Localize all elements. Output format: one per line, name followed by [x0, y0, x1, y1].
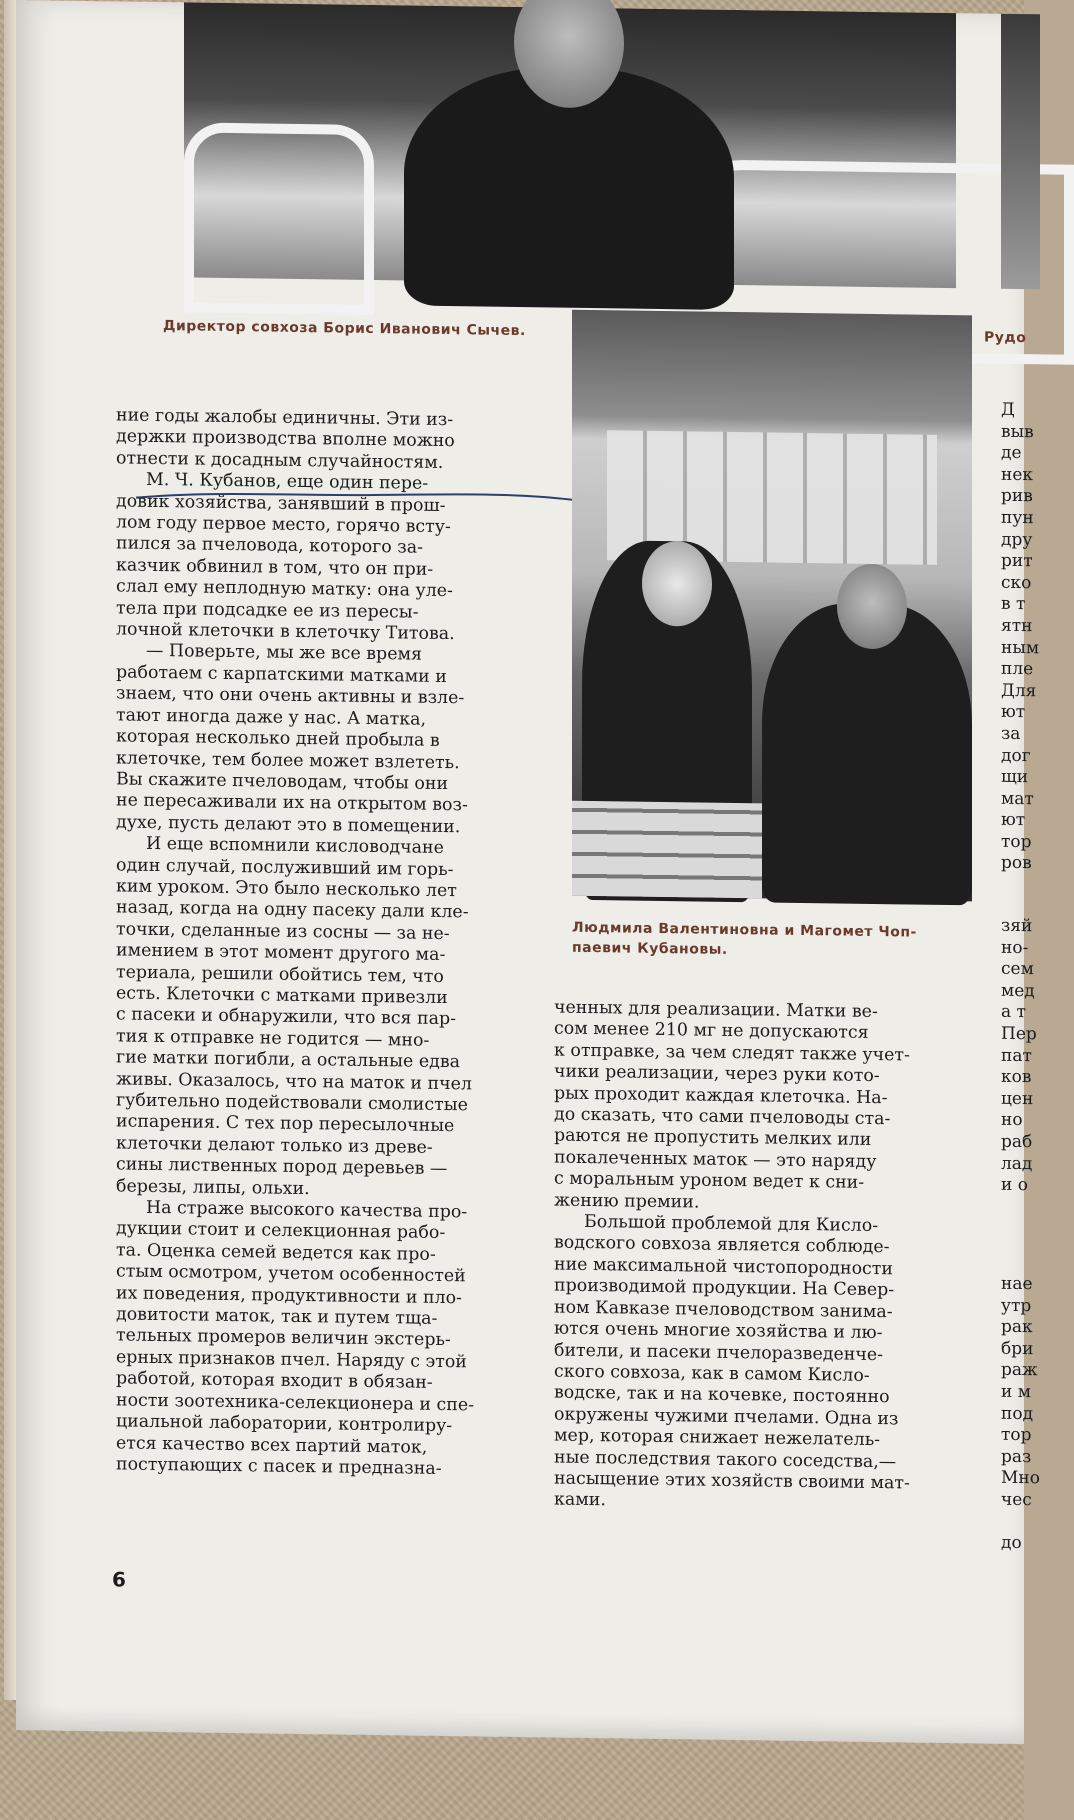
- text-line: чики реализации, через руки кото-: [554, 1061, 880, 1087]
- fragment-line: нае: [1001, 1273, 1033, 1295]
- text-line: казчик обвинил в том, что он при-: [116, 555, 434, 580]
- text-line: ные последствия такого соседства,—: [554, 1447, 897, 1472]
- text-line: имением в этот момент другого ма-: [116, 940, 446, 966]
- text-line: держки производства вполне можно: [116, 426, 455, 452]
- fragment-line: пат: [1001, 1045, 1032, 1066]
- text-line: Большой проблемой для Кисло-: [584, 1211, 879, 1237]
- text-line: отнести к досадным случайностям.: [116, 448, 444, 473]
- fragment-line: но: [1001, 1110, 1023, 1131]
- fragment-line: ным: [1001, 637, 1040, 658]
- text-line: поступающих с пасек и предназна-: [116, 1454, 442, 1479]
- text-line: сины лиственных пород деревьев —: [116, 1154, 448, 1180]
- fragment-line: раб: [1001, 1131, 1033, 1153]
- director-caption: Директор совхоза Борис Иванович Сычев.: [163, 318, 526, 340]
- fragment-line: выв: [1001, 421, 1034, 442]
- text-line: насыщение этих хозяйств своими мат-: [554, 1468, 910, 1494]
- fragment-line: тор: [1001, 831, 1032, 853]
- fragment-line: под: [1001, 1403, 1034, 1424]
- text-line: окружены чужими пчелами. Одна из: [554, 1404, 899, 1430]
- text-line: тия к отправке не годится — мно-: [116, 1026, 430, 1051]
- fragment-line: [1001, 1511, 1061, 1533]
- adjacent-caption: Рудо: [984, 329, 1027, 347]
- fragment-line: и о: [1001, 1174, 1028, 1196]
- couple-photo: [572, 310, 972, 902]
- fragment-line: рит: [1001, 550, 1033, 572]
- right-column-fragment: [1001, 916, 1061, 1198]
- fragment-line: цен: [1001, 1088, 1034, 1109]
- text-line: к отправке, за чем следят также учет-: [554, 1040, 910, 1066]
- fragment-line: пун: [1001, 507, 1034, 529]
- fragment-line: пле: [1001, 658, 1034, 680]
- fragment-line: ятн: [1001, 615, 1033, 637]
- text-line: не пересаживали их на открытом воз-: [116, 790, 468, 816]
- text-line: териала, решили обойтись тем, что: [116, 961, 444, 987]
- text-line: мер, которая снижает нежелатель-: [554, 1425, 881, 1451]
- text-line: ние годы жалобы единичны. Эти из-: [116, 405, 454, 431]
- couple-caption-line: Людмила Валентиновна и Магомет Чоп-: [572, 919, 917, 941]
- page-number: 6: [112, 1567, 126, 1592]
- text-line: ченных для реализации. Матки ве-: [554, 997, 878, 1023]
- fragment-line: но-: [1001, 937, 1029, 958]
- fragment-line: бри: [1001, 1338, 1034, 1359]
- fragment-line: ков: [1001, 1066, 1032, 1088]
- fragment-line: Мно: [1001, 1468, 1040, 1489]
- fragment-line: ров: [1001, 853, 1032, 874]
- text-line: знаем, что они очень активны и взле-: [116, 683, 465, 709]
- text-line: ким уроком. Это было несколько лет: [116, 876, 457, 902]
- text-line: И еще вспомнили кисловодчане: [146, 833, 444, 859]
- woman-head: [642, 541, 712, 627]
- fragment-line: раз: [1001, 1446, 1032, 1467]
- text-line: производимой продукции. На Север-: [554, 1275, 895, 1301]
- fragment-line: ют: [1001, 810, 1026, 831]
- text-line: которая несколько дней пробыла в: [116, 726, 440, 752]
- text-line: работаем с карпатскими матками и: [116, 662, 447, 687]
- fragment-line: до: [1001, 1532, 1022, 1554]
- text-line: назад, когда на одну пасеку дали кле-: [116, 897, 469, 923]
- text-line: тела при подсадке ее из пересы-: [116, 598, 419, 623]
- text-line: клеточке, тем более может взлететь.: [116, 747, 460, 773]
- fragment-line: рак: [1001, 1316, 1033, 1338]
- fragment-line: щи: [1001, 766, 1029, 788]
- fragment-line: мед: [1001, 980, 1035, 1002]
- text-line: березы, липы, ольхи.: [116, 1176, 310, 1199]
- text-line: Вы скажите пчеловодам, чтобы они: [116, 769, 449, 794]
- text-line: На страже высокого качества про-: [146, 1197, 468, 1223]
- fragment-line: ют: [1001, 702, 1026, 723]
- hive-crate: [572, 801, 762, 899]
- fragment-line: рив: [1001, 486, 1033, 507]
- fragment-line: ско: [1001, 572, 1032, 593]
- text-line: тельных промеров величин экстерь-: [116, 1325, 451, 1351]
- fragment-line: зяй: [1001, 915, 1033, 937]
- car-window-left: [184, 122, 374, 315]
- fragment-line: раж: [1001, 1360, 1038, 1381]
- text-line: жению премии.: [554, 1190, 700, 1213]
- text-line: ется качество всех партий маток,: [116, 1432, 428, 1458]
- fragment-line: лад: [1001, 1153, 1033, 1174]
- text-line: довитости маток, так и путем тща-: [116, 1304, 438, 1329]
- couple-caption: [572, 918, 972, 964]
- text-line: лом году первое место, горячо всту-: [116, 512, 451, 538]
- text-line: ерных признаков пчел. Наряду с этой: [116, 1347, 467, 1373]
- fragment-line: де: [1001, 442, 1022, 464]
- fragment-line: сем: [1001, 958, 1034, 980]
- text-line: ном Кавказе пчеловодством занима-: [554, 1297, 893, 1322]
- director-photo: [184, 2, 956, 288]
- text-line: духе, пусть делают это в помещении.: [116, 812, 461, 837]
- text-line: до сказать, что сами пчеловоды ста-: [554, 1104, 891, 1130]
- text-line: дукции стоит и селекционная рабо-: [116, 1218, 446, 1244]
- text-line: довик хозяйства, занявший в прош-: [116, 491, 446, 516]
- fragment-line: тор: [1001, 1424, 1032, 1446]
- text-line: сом менее 210 мг не допускаются: [554, 1018, 869, 1044]
- right-column-fragment: [1001, 400, 1061, 876]
- text-line: покалеченных маток — это наряду: [554, 1147, 877, 1172]
- magazine-page: [16, 0, 1040, 1744]
- fragment-line: утр: [1001, 1295, 1032, 1316]
- text-line: та. Оценка семей ведется как про-: [116, 1240, 436, 1265]
- text-line: ками.: [554, 1489, 606, 1511]
- fragment-line: дру: [1001, 529, 1033, 550]
- text-line: циальной лаборатории, контролиру-: [116, 1411, 453, 1437]
- middle-text-column: [554, 998, 976, 1518]
- text-line: водского совхоза является соблюде-: [554, 1232, 890, 1258]
- text-line: гие матки погибли, а остальные едва: [116, 1047, 460, 1073]
- text-line: с моральным уроном ведет к сни-: [554, 1168, 865, 1194]
- right-column-fragment: [1001, 1274, 1061, 1556]
- text-line: рых проходит каждая клеточка. На-: [554, 1083, 888, 1108]
- fragment-line: Д: [1001, 399, 1015, 420]
- text-line: клеточки делают только из древе-: [116, 1133, 433, 1158]
- text-line: с пасеки и обнаружили, что вся пар-: [116, 1004, 457, 1030]
- text-line: раются не пропустить мелких или: [554, 1125, 872, 1151]
- fragment-line: в т: [1001, 594, 1026, 615]
- fragment-line: а т: [1001, 1002, 1026, 1023]
- text-line: М. Ч. Кубанов, еще один пере-: [146, 470, 429, 494]
- text-line: работой, которая входит в обязан-: [116, 1368, 433, 1394]
- fragment-line: нек: [1001, 464, 1034, 485]
- text-line: слал ему неплодную матку: она уле-: [116, 576, 453, 602]
- couple-caption-line: паевич Кубановы.: [572, 939, 728, 958]
- text-line: пился за пчеловода, которого за-: [116, 533, 424, 559]
- text-line: губительно подействовали смолистые: [116, 1090, 468, 1116]
- left-text-column: [116, 405, 528, 1481]
- text-line: стым осмотром, учетом особенностей: [116, 1261, 466, 1287]
- adjacent-photo: [1001, 14, 1040, 290]
- text-line: тают иногда даже у нас. А матка,: [116, 705, 427, 730]
- text-line: испарения. С тех пор пересылочные: [116, 1111, 455, 1137]
- text-line: водске, так и на кочевке, постоянно: [554, 1382, 890, 1408]
- text-line: — Поверьте, мы же все время: [146, 641, 422, 666]
- fragment-line: и м: [1001, 1381, 1031, 1403]
- fragment-line: чес: [1001, 1489, 1032, 1511]
- man-head: [837, 563, 907, 649]
- text-line: ются очень многие хозяйства и лю-: [554, 1318, 883, 1344]
- text-line: ского совхоза, как в самом Кисло-: [554, 1361, 870, 1386]
- fragment-line: за: [1001, 723, 1021, 744]
- text-line: живы. Оказалось, что на маток и пчел: [116, 1068, 472, 1094]
- text-line: лочной клеточки в клеточку Титова.: [116, 619, 455, 645]
- text-line: их поведения, продуктивности и пло-: [116, 1283, 462, 1308]
- text-line: бители, и пасеки пчелоразведенче-: [554, 1340, 883, 1365]
- fragment-line: мат: [1001, 788, 1034, 809]
- text-line: ние максимальной чистопородности: [554, 1254, 893, 1280]
- fragment-line: Для: [1001, 680, 1037, 701]
- text-line: ности зоотехника-селекционера и спе-: [116, 1390, 474, 1416]
- text-line: один случай, послуживший им горь-: [116, 854, 454, 880]
- fragment-line: дог: [1001, 745, 1031, 766]
- fragment-line: Пер: [1001, 1023, 1037, 1045]
- text-line: точки, сделанные из сосны — за не-: [116, 919, 450, 944]
- text-line: есть. Клеточки с матками привезли: [116, 983, 448, 1008]
